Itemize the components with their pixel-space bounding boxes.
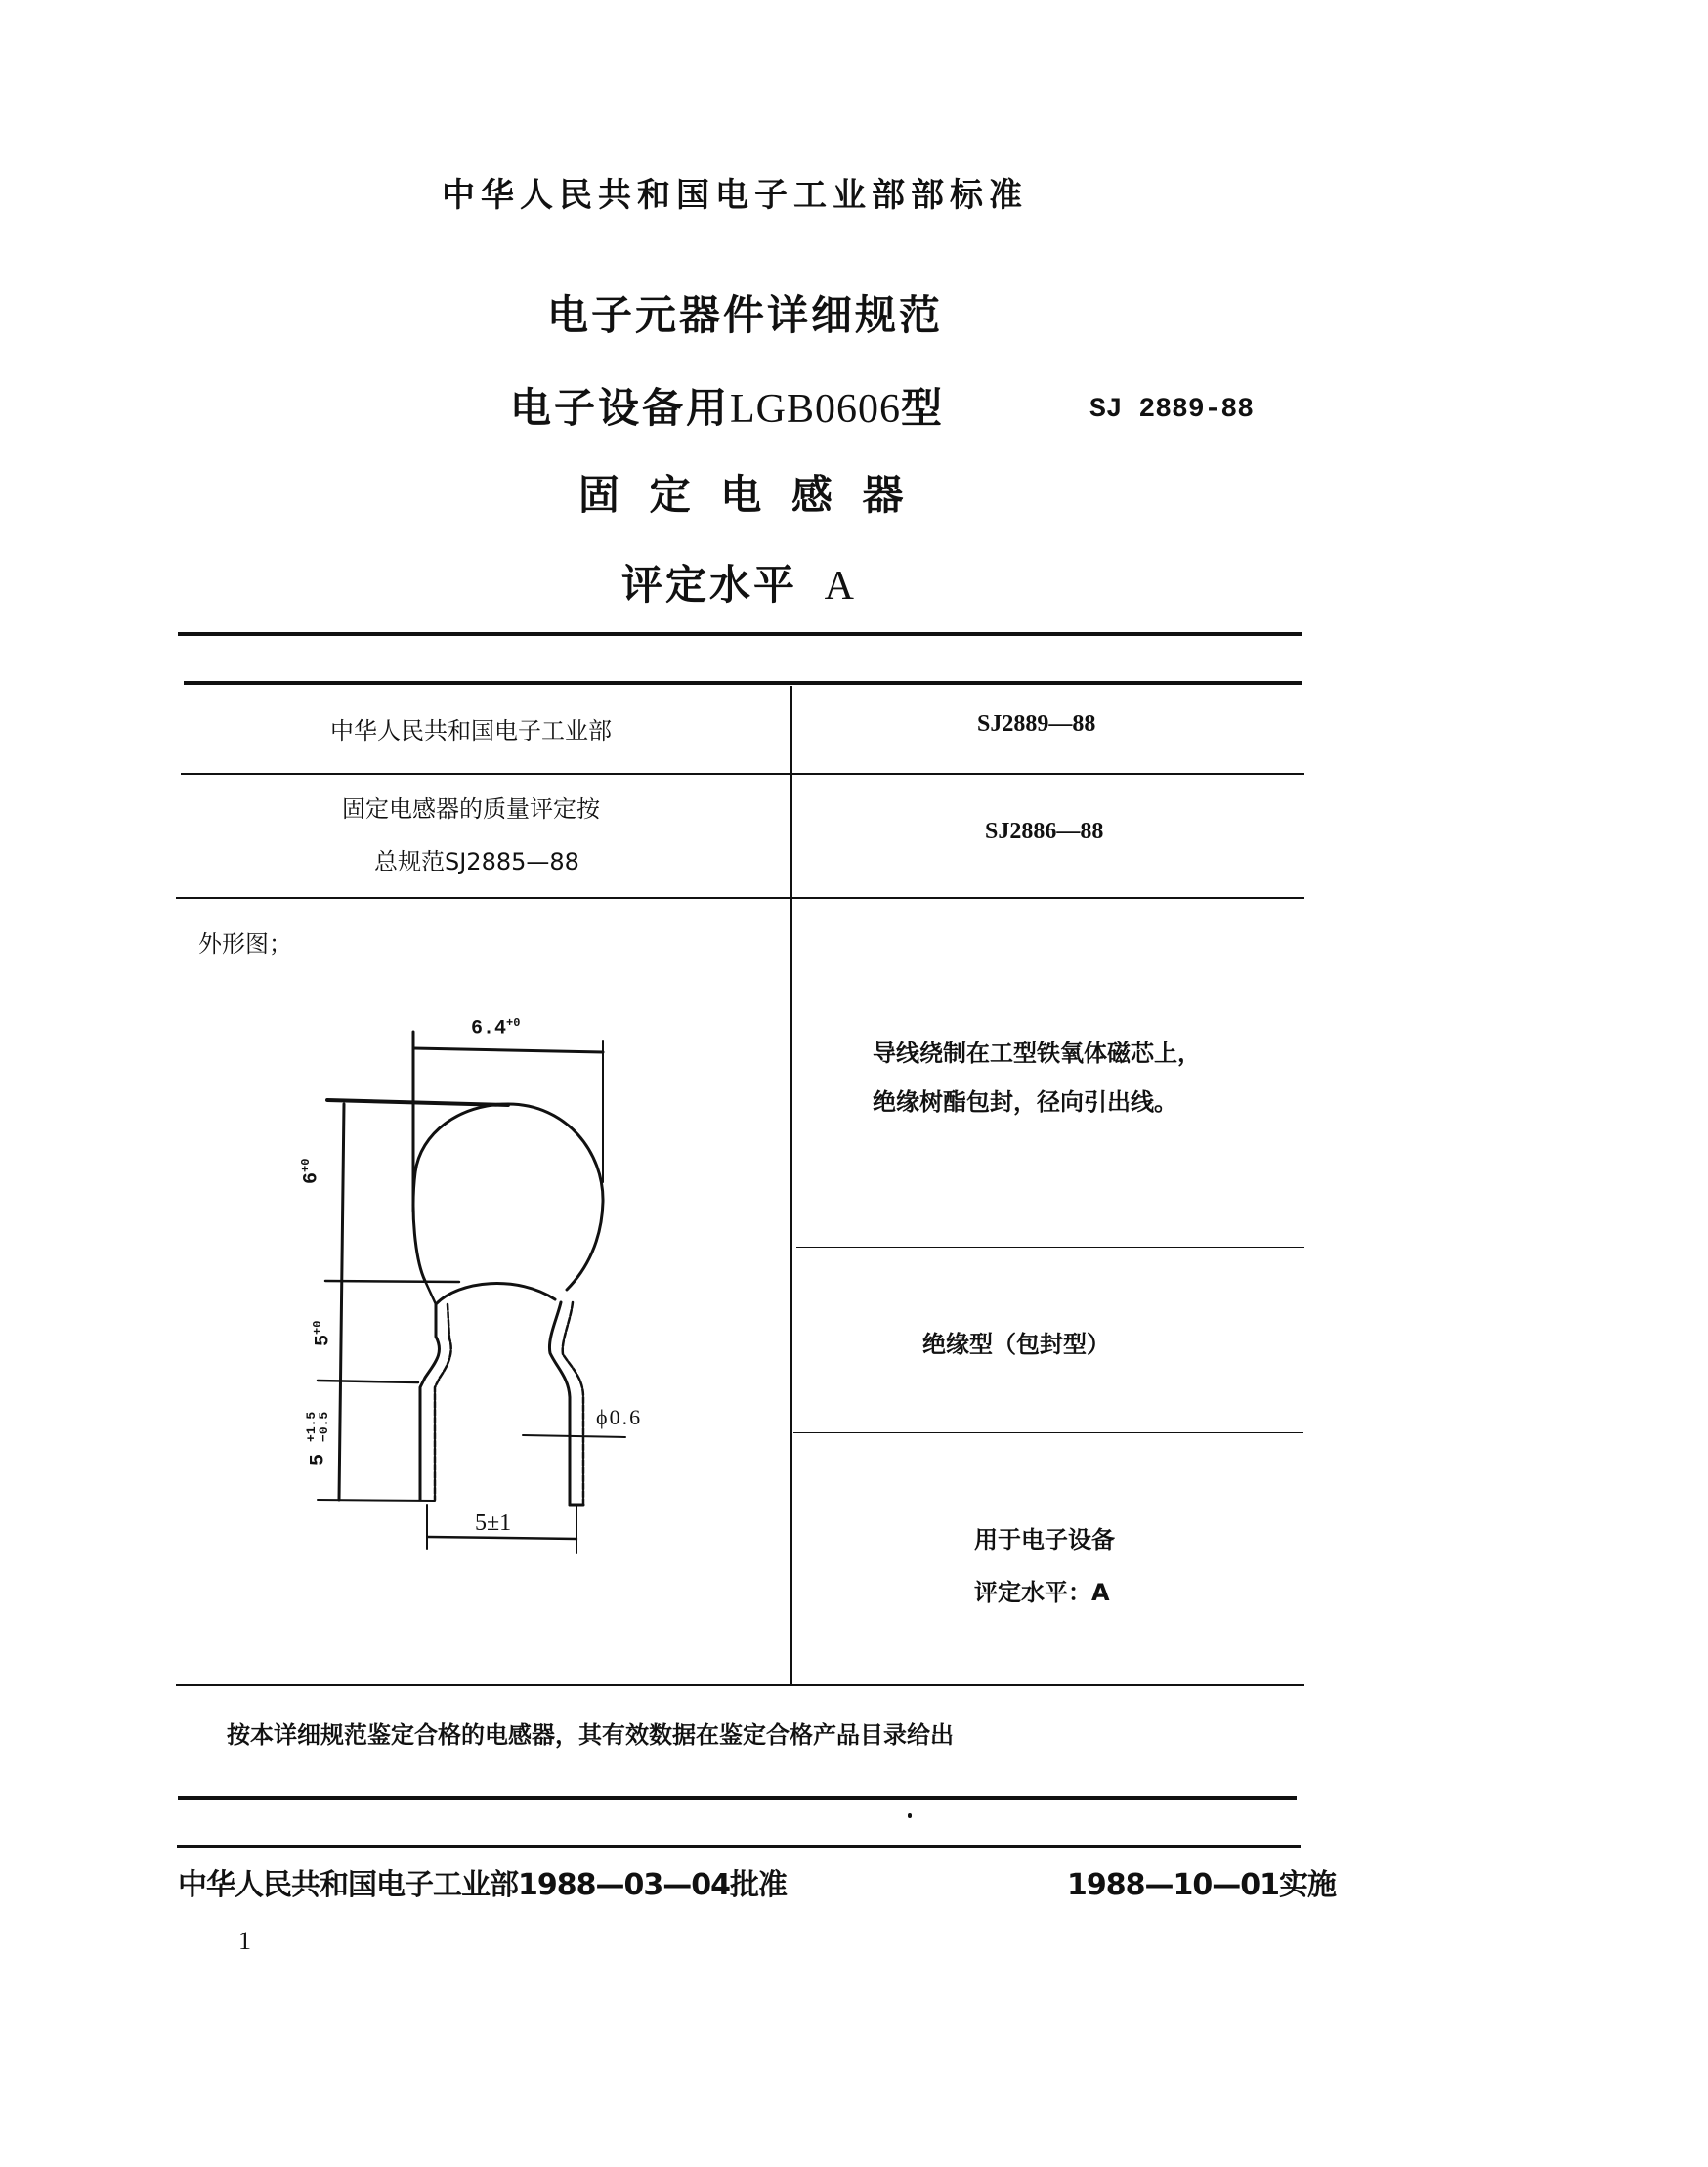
assessment-level: A — [824, 564, 857, 609]
issuing-authority: 中华人民共和国电子工业部部标准 — [442, 176, 1028, 215]
dim-lead-length-value: 5 — [307, 1453, 330, 1466]
approval-date: 中华人民共和国电子工业部1988—03—04批准 — [178, 1868, 787, 1902]
ministry-cell: 中华人民共和国电子工业部 — [330, 717, 612, 744]
effective-date: 1988—10—01实施 — [1067, 1868, 1336, 1902]
title-line-2-prefix: 电子设备用 — [510, 384, 731, 432]
dim-pitch-label: 5±1 — [475, 1510, 512, 1536]
title-line-4-prefix: 评定水平 — [621, 561, 798, 609]
sectional-spec-code: SJ2886—88 — [985, 819, 1104, 844]
qualification-note: 按本详细规范鉴定合格的电感器，其有效数据在鉴定合格产品目录给出 — [227, 1721, 954, 1749]
dim-neck-value: 5 — [312, 1334, 335, 1346]
dim-width-value: 6.4 — [471, 1017, 507, 1041]
title-line-1: 电子元器件详细规范 — [547, 291, 944, 339]
general-spec-text: 总规范SJ2885—88 — [374, 848, 579, 875]
title-line-3: 固 定 电 感 器 — [578, 471, 912, 519]
dim-width-tolerance: +0 — [506, 1016, 521, 1030]
quality-assessment-line-1: 固定电感器的质量评定按 — [342, 795, 600, 823]
model-number: LGB0606 — [730, 387, 902, 432]
construction-description-line-2: 绝缘树酯包封，径向引出线。 — [873, 1088, 1177, 1116]
dim-neck-tolerance: +0 — [311, 1320, 324, 1335]
dim-lead-tol-minus: −0.5 — [317, 1411, 331, 1442]
dim-width-label — [471, 1016, 520, 1041]
dim-lead-diameter-label: ϕ0.6 — [596, 1405, 643, 1429]
dim-body-height-tolerance: +0 — [299, 1158, 313, 1172]
outline-drawing-label: 外形图； — [198, 930, 292, 957]
usage-line-1: 用于电子设备 — [974, 1526, 1115, 1553]
usage-line-2: 评定水平：A — [974, 1579, 1110, 1606]
dim-body-height-value: 6 — [300, 1171, 323, 1184]
dim-lead-length-label — [305, 1412, 330, 1466]
dim-body-height-label — [299, 1159, 323, 1184]
standard-code: SJ 2889-88 — [1089, 395, 1255, 425]
construction-description-line-1: 导线绕制在工型铁氧体磁芯上， — [873, 1040, 1201, 1067]
page-number: 1 — [238, 1927, 251, 1955]
title-line-2-suffix: 型 — [901, 384, 946, 432]
dim-lead-tol-plus: +1.5 — [304, 1411, 319, 1442]
spec-code-cell: SJ2889—88 — [977, 711, 1096, 737]
insulation-type: 绝缘型（包封型） — [922, 1331, 1110, 1358]
dim-neck-label — [311, 1321, 335, 1346]
